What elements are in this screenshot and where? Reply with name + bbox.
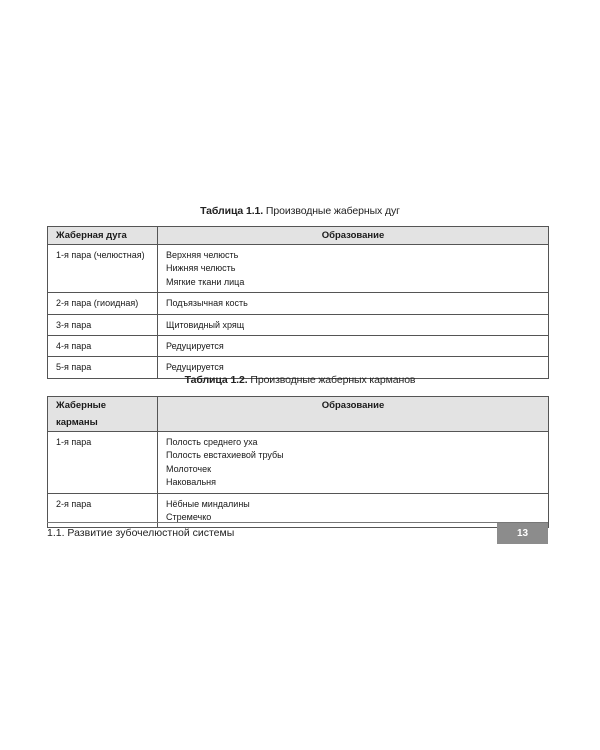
column-header-gill-pockets: Жаберные карманы: [48, 397, 158, 432]
table-1-caption: [0, 205, 600, 217]
gill-pocket-cell: 1-я пара: [48, 432, 158, 494]
formation-item: Верхняя челюсть: [166, 250, 239, 260]
formation-item: Полость среднего уха: [166, 437, 258, 447]
formation-cell: [158, 314, 549, 335]
gill-pockets-table: [47, 396, 549, 528]
formation-item: Редуцируется: [166, 341, 224, 352]
formation-item: Нижняя челюсть: [166, 263, 236, 274]
gill-pocket-cell: 2-я пара: [48, 493, 158, 528]
table-row: [48, 245, 549, 293]
column-header-formation: Образование: [158, 227, 549, 245]
footer-section-title: 1.1. Развитие зубочелюстной системы: [47, 527, 235, 539]
gill-arch-cell: 3-я пара: [48, 314, 158, 335]
table-1-caption-text: Производные жаберных дуг: [263, 205, 400, 217]
formation-item: Нёбные миндалины: [166, 498, 250, 509]
formation-item: Полость евстахиевой трубы: [166, 450, 284, 461]
table-row: [48, 293, 549, 314]
formation-item: Наковальня: [166, 477, 217, 488]
gill-arch-cell: 5-я пара: [48, 357, 158, 378]
page-number: 13: [497, 523, 548, 544]
column-header-formation: Образование: [158, 397, 549, 432]
table-row: [48, 314, 549, 335]
formation-item: Редуцируется: [166, 362, 224, 373]
formation-item: Мягкие ткани лица: [166, 276, 245, 287]
gill-arch-cell: 1-я пара (челюстная): [48, 245, 158, 293]
table-2-caption-number: Таблица 1.2.: [184, 374, 248, 386]
gill-arches-table: [47, 226, 549, 379]
formation-cell: [158, 432, 549, 494]
table-header-row: [48, 227, 549, 245]
formation-item: Подъязычная кость: [166, 298, 248, 309]
table-header-row: [48, 397, 549, 432]
table-row: [48, 336, 549, 357]
table-2-caption-text: Производные жаберных карманов: [247, 374, 416, 386]
gill-arch-cell: 4-я пара: [48, 336, 158, 357]
formation-cell: [158, 245, 549, 293]
gill-arch-cell: 2-я пара (гиоидная): [48, 293, 158, 314]
formation-item: Стремечко: [166, 512, 212, 523]
footer-divider: [47, 522, 548, 523]
column-header-gill-arch: Жаберная дуга: [48, 227, 158, 245]
formation-item: Щитовидный хрящ: [166, 319, 245, 330]
table-2-caption: [0, 374, 600, 386]
formation-cell: [158, 336, 549, 357]
formation-cell: [158, 293, 549, 314]
formation-item: Молоточек: [166, 463, 212, 474]
table-row: [48, 432, 549, 494]
table-1-caption-number: Таблица 1.1.: [200, 205, 264, 217]
